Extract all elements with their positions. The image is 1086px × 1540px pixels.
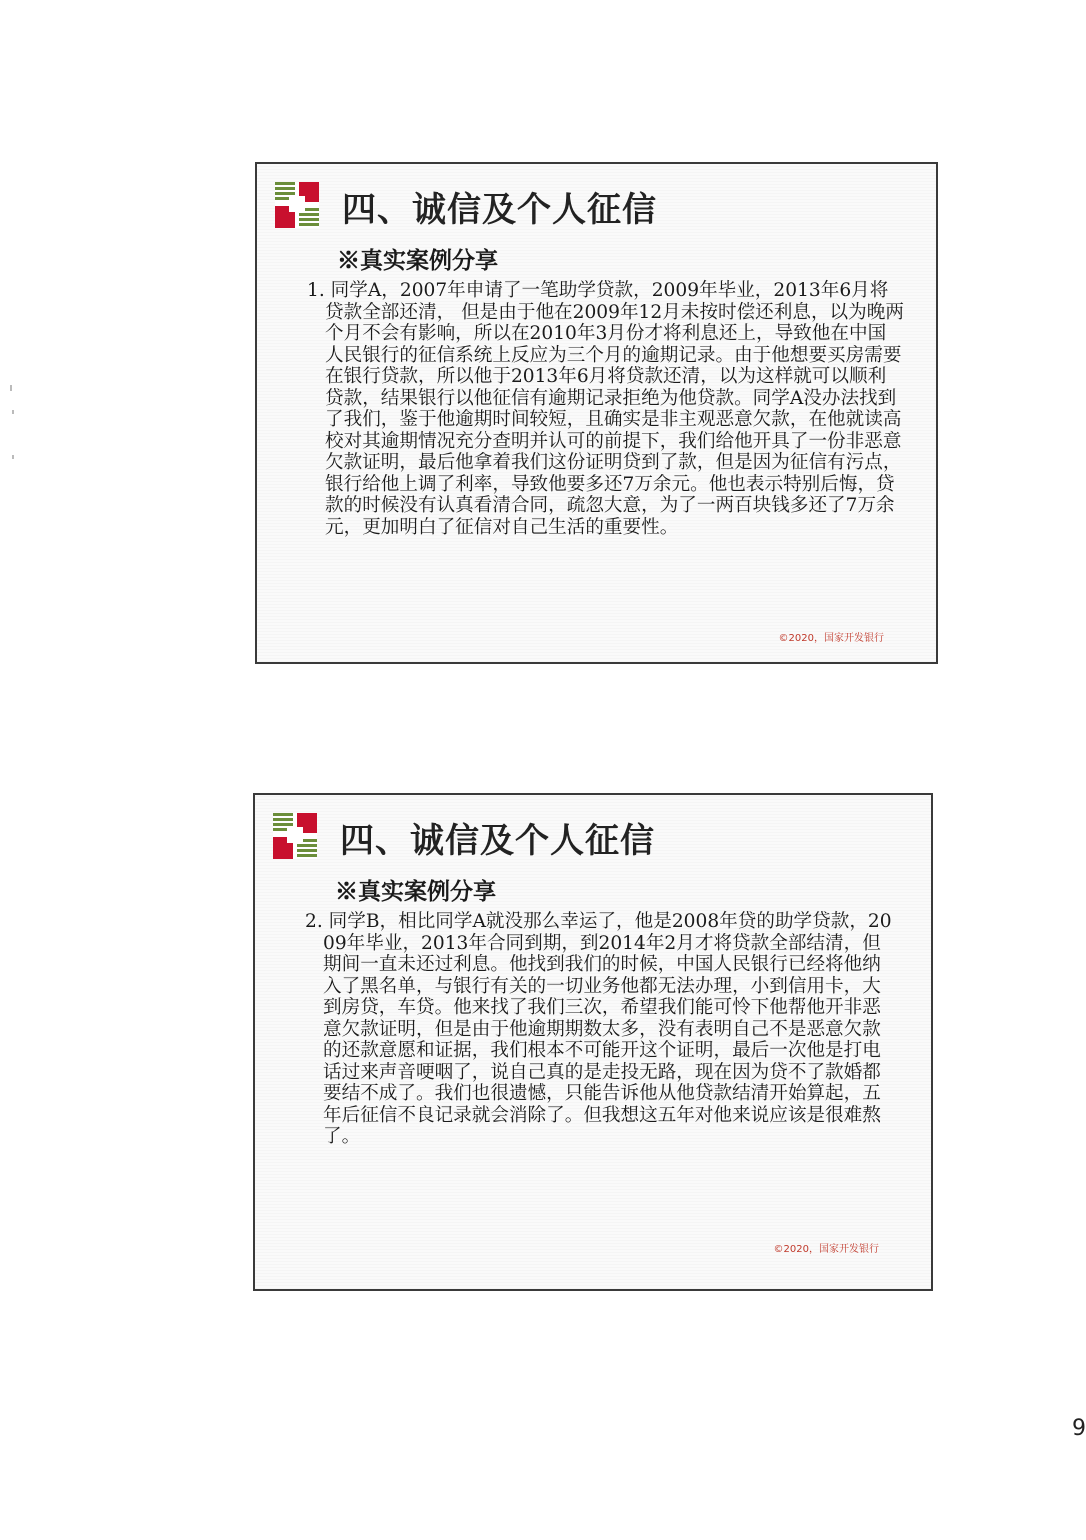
slide-2 (253, 793, 933, 1291)
slide-subtitle: ※真实案例分享 (337, 247, 498, 274)
cdb-logo-icon (273, 813, 317, 859)
slide-subtitle: ※真实案例分享 (335, 878, 496, 905)
page-number: 9 (1072, 1416, 1086, 1441)
scan-artifact (12, 455, 14, 459)
slide-title: 四、诚信及个人征信 (340, 821, 655, 861)
copyright-footer: ©2020，国家开发银行 (778, 633, 884, 644)
slide-title: 四、诚信及个人征信 (342, 190, 657, 230)
copyright-footer: ©2020，国家开发银行 (773, 1244, 879, 1255)
case-text: 2. 同学B，相比同学A就没那么幸运了，他是2008年贷的助学贷款，2009年毕业，2013年合同到期，到2014年2月才将贷款全部结清，但期间一直未还过利息。他找到我们的时候，中国人民银行已经将他纳入了黑名单，与银行有关的一切业务他都无法办理，小到信用卡，大到房贷，车贷。他来找了我们三次，希望我们能可怜下他帮他开非恶意欠款证明，但是由于他逾期期数太多，没有表明自己不是恶意欠款的还款意愿和证据，我们根本不可能开这个证明，最后一次他是打电话过来声音哽咽了，说自己真的是走投无路，现在因为贷不了款婚都要结不成了。我们也很遗憾，只能告诉他从他贷款结清开始算起，五年后征信不良记录就会消除了。但我想这五年对他来说应该是很难熬了。 (305, 911, 892, 1147)
scan-artifact (10, 385, 12, 391)
scan-artifact (12, 410, 14, 414)
cdb-logo-icon (275, 182, 319, 228)
slide-1 (255, 162, 938, 664)
case-text: 1. 同学A，2007年申请了一笔助学贷款，2009年毕业，2013年6月将贷款全部还清， 但是由于他在2009年12月未按时偿还利息，以为晚两个月不会有影响，所以在2010年3月份才将利息还上，导致他在中国人民银行的征信系统上反应为三个月的逾期记录。由于他想要买房需要在银行贷款，所以他于2013年6月将贷款还清，以为这样就可以顺利贷款，结果银行以他征信有逾期记录拒绝为他贷款。同学A没办法找到了我们，鉴于他逾期时间较短，且确实是非主观恶意欠款，在他就读高校对其逾期情况充分查明并认可的前提下，我们给他开具了一份非恶意欠款证明，最后他拿着我们这份证明贷到了款，但是因为征信有污点，银行给他上调了利率，导致他要多还7万余元。他也表示特别后悔，贷款的时候没有认真看清合同，疏忽大意，为了一两百块钱多还了7万余元，更加明白了征信对自己生活的重要性。 (307, 280, 904, 538)
